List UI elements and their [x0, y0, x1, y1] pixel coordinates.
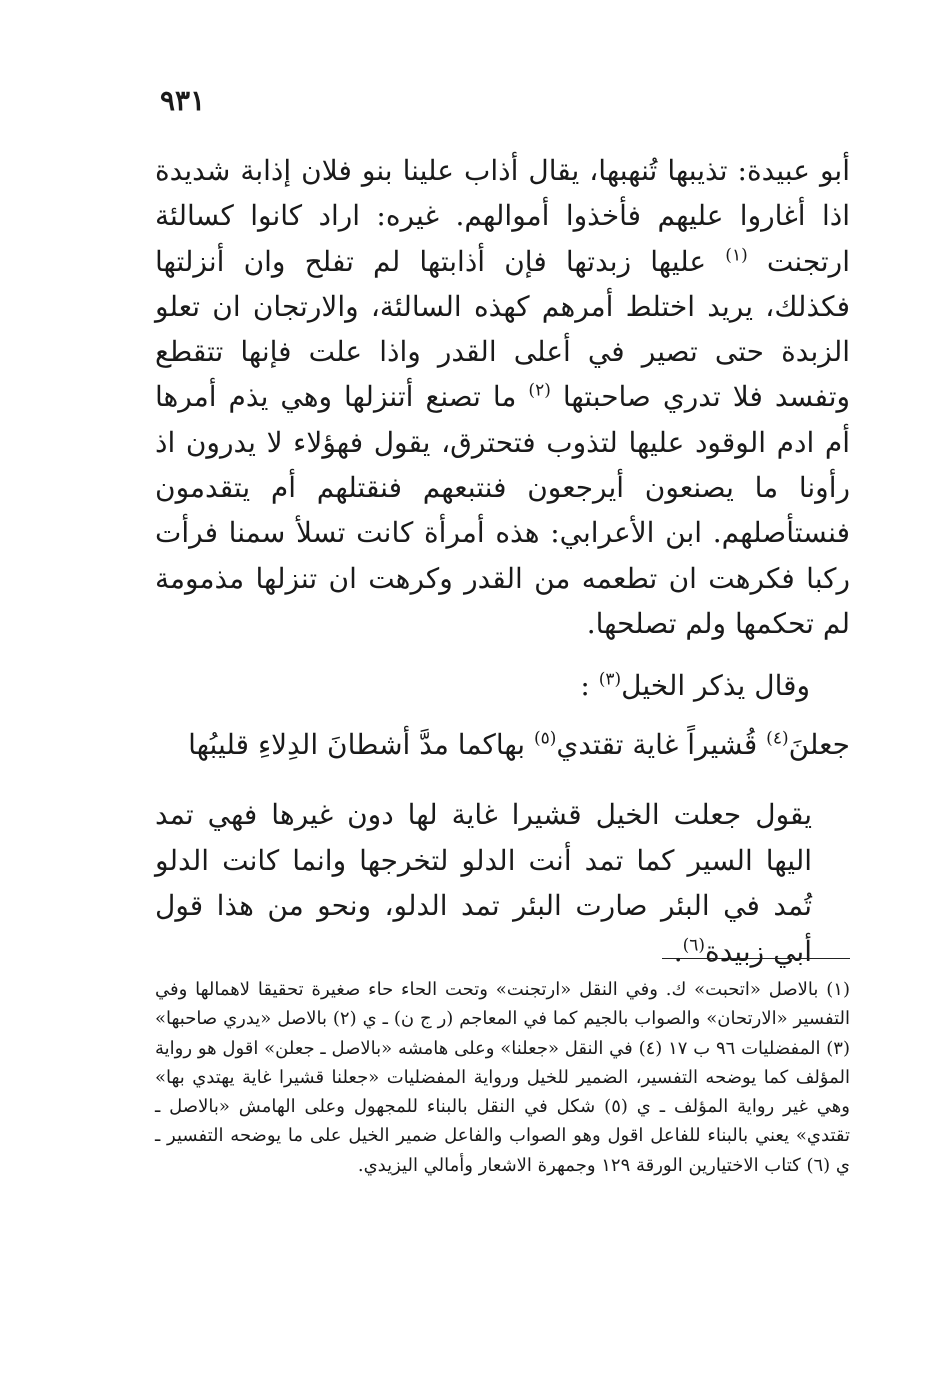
verse-line — [188, 722, 850, 767]
commentary-paragraph — [155, 792, 850, 974]
main-text-part1: أبو عبيدة: تذيبها تُنهبها، يقال أذاب علينا بنو فلان إذابة شديدة اذا أغاروا عليهم فأخذوا أموالهم. غيره: اراد كانوا كسالئة ارتجنت — [155, 154, 850, 278]
footnote-ref-6: (٦) — [682, 935, 706, 956]
verse-word-biha: بها — [495, 728, 526, 761]
commentary-end: . — [673, 934, 683, 968]
verse-word-jaalna: جعلنَ — [788, 728, 850, 761]
footnote-ref-4: (٤) — [766, 728, 789, 749]
verse-first-hemistich — [496, 722, 850, 767]
footnote-ref-5: (٥) — [534, 728, 557, 749]
main-paragraph — [155, 148, 850, 646]
footnote-divider — [662, 958, 850, 959]
footnote-ref-1: (١) — [725, 245, 748, 266]
footnotes-block — [155, 975, 850, 1180]
poem-intro-text: وقال يذكر الخيل — [621, 669, 810, 702]
main-text-part3: ما تصنع أتنزلها وهي يذم أمرها أم ادم الوقود عليها لتذوب فتحترق، يقول فهؤلاء لا يدرون اذ رأونا ما يصنعون أيرجعون فنتبعهم فنقتلهم أم يتقدمون فنستأصلهم. ابن الأعرابي: هذه أمرأة كانت تسلأ سمنا فرأت ركبا فكرهت ان تطعمه من القدر وكرهت ان تنزلها مذمومة لم تحكمها ولم تصلحها. — [155, 380, 850, 640]
page-number: ٩٣١ — [160, 84, 206, 117]
poem-intro-colon: : — [580, 669, 590, 702]
footnote-ref-2: (٢) — [528, 381, 551, 402]
commentary-text: يقول جعلت الخيل قشيرا غاية لها دون غيرها فهي تمد اليها السير كما تمد أنت الدلو لتخرجها وانما كانت الدلو تُمد في البئر صارت البئر تمد الدلو، ونحو من هذا قول أبي زبيدة — [155, 798, 812, 968]
verse-segment: قُشيراً غاية تقتدي — [556, 728, 758, 761]
footnote-ref-3: (٣) — [598, 669, 622, 690]
poem-intro — [155, 663, 810, 708]
main-text-part2: عليها زبدتها فإن أذابتها لم تفلح وان أنزلتها فكذلك، يريد اختلط أمرهم كهذه السالئة، والارتجان ان تعلو الزبدة حتى تصير في أعلى القدر واذا علت فإنها تتقطع وتفسد فلا تدري صاحبتها — [155, 244, 851, 414]
verse-second-hemistich: كما مدَّ أشطانَ الدِلاءِ قليبُها — [188, 728, 496, 761]
footnotes-text: (١) بالاصل «اتحبت» ك. وفي النقل «ارتجنت» وتحت الحاء حاء صغيرة تحقيقا لاهمالها وفي التفسير «الارتحان» والصواب بالجيم كما في المعاجم (ر ج ن) ـ ي (٢) بالاصل «يدري صاحبها» (٣) المفضليات ٩٦ ب ١٧ (٤) في النقل «جعلنا» وعلى هامشه «بالاصل ـ جعلن» اقول هو رواية المؤلف كما يوضحه التفسير، الضمير للخيل ورواية المفضليات «جعلنا قشيرا غاية يهتدي بها» وهي غير رواية المؤلف ـ ي (٥) شكل في النقل بالبناء للمجهول وعلى الهامش «بالاصل ـ تقتدي» يعني بالبناء للفاعل اقول وهو الصواب والفاعل ضمير الخيل على ما يوضحه التفسير ـ ي (٦) كتاب الاختيارين الورقة ١٢٩ وجمهرة الاشعار وأمالي اليزيدي. — [155, 979, 850, 1176]
